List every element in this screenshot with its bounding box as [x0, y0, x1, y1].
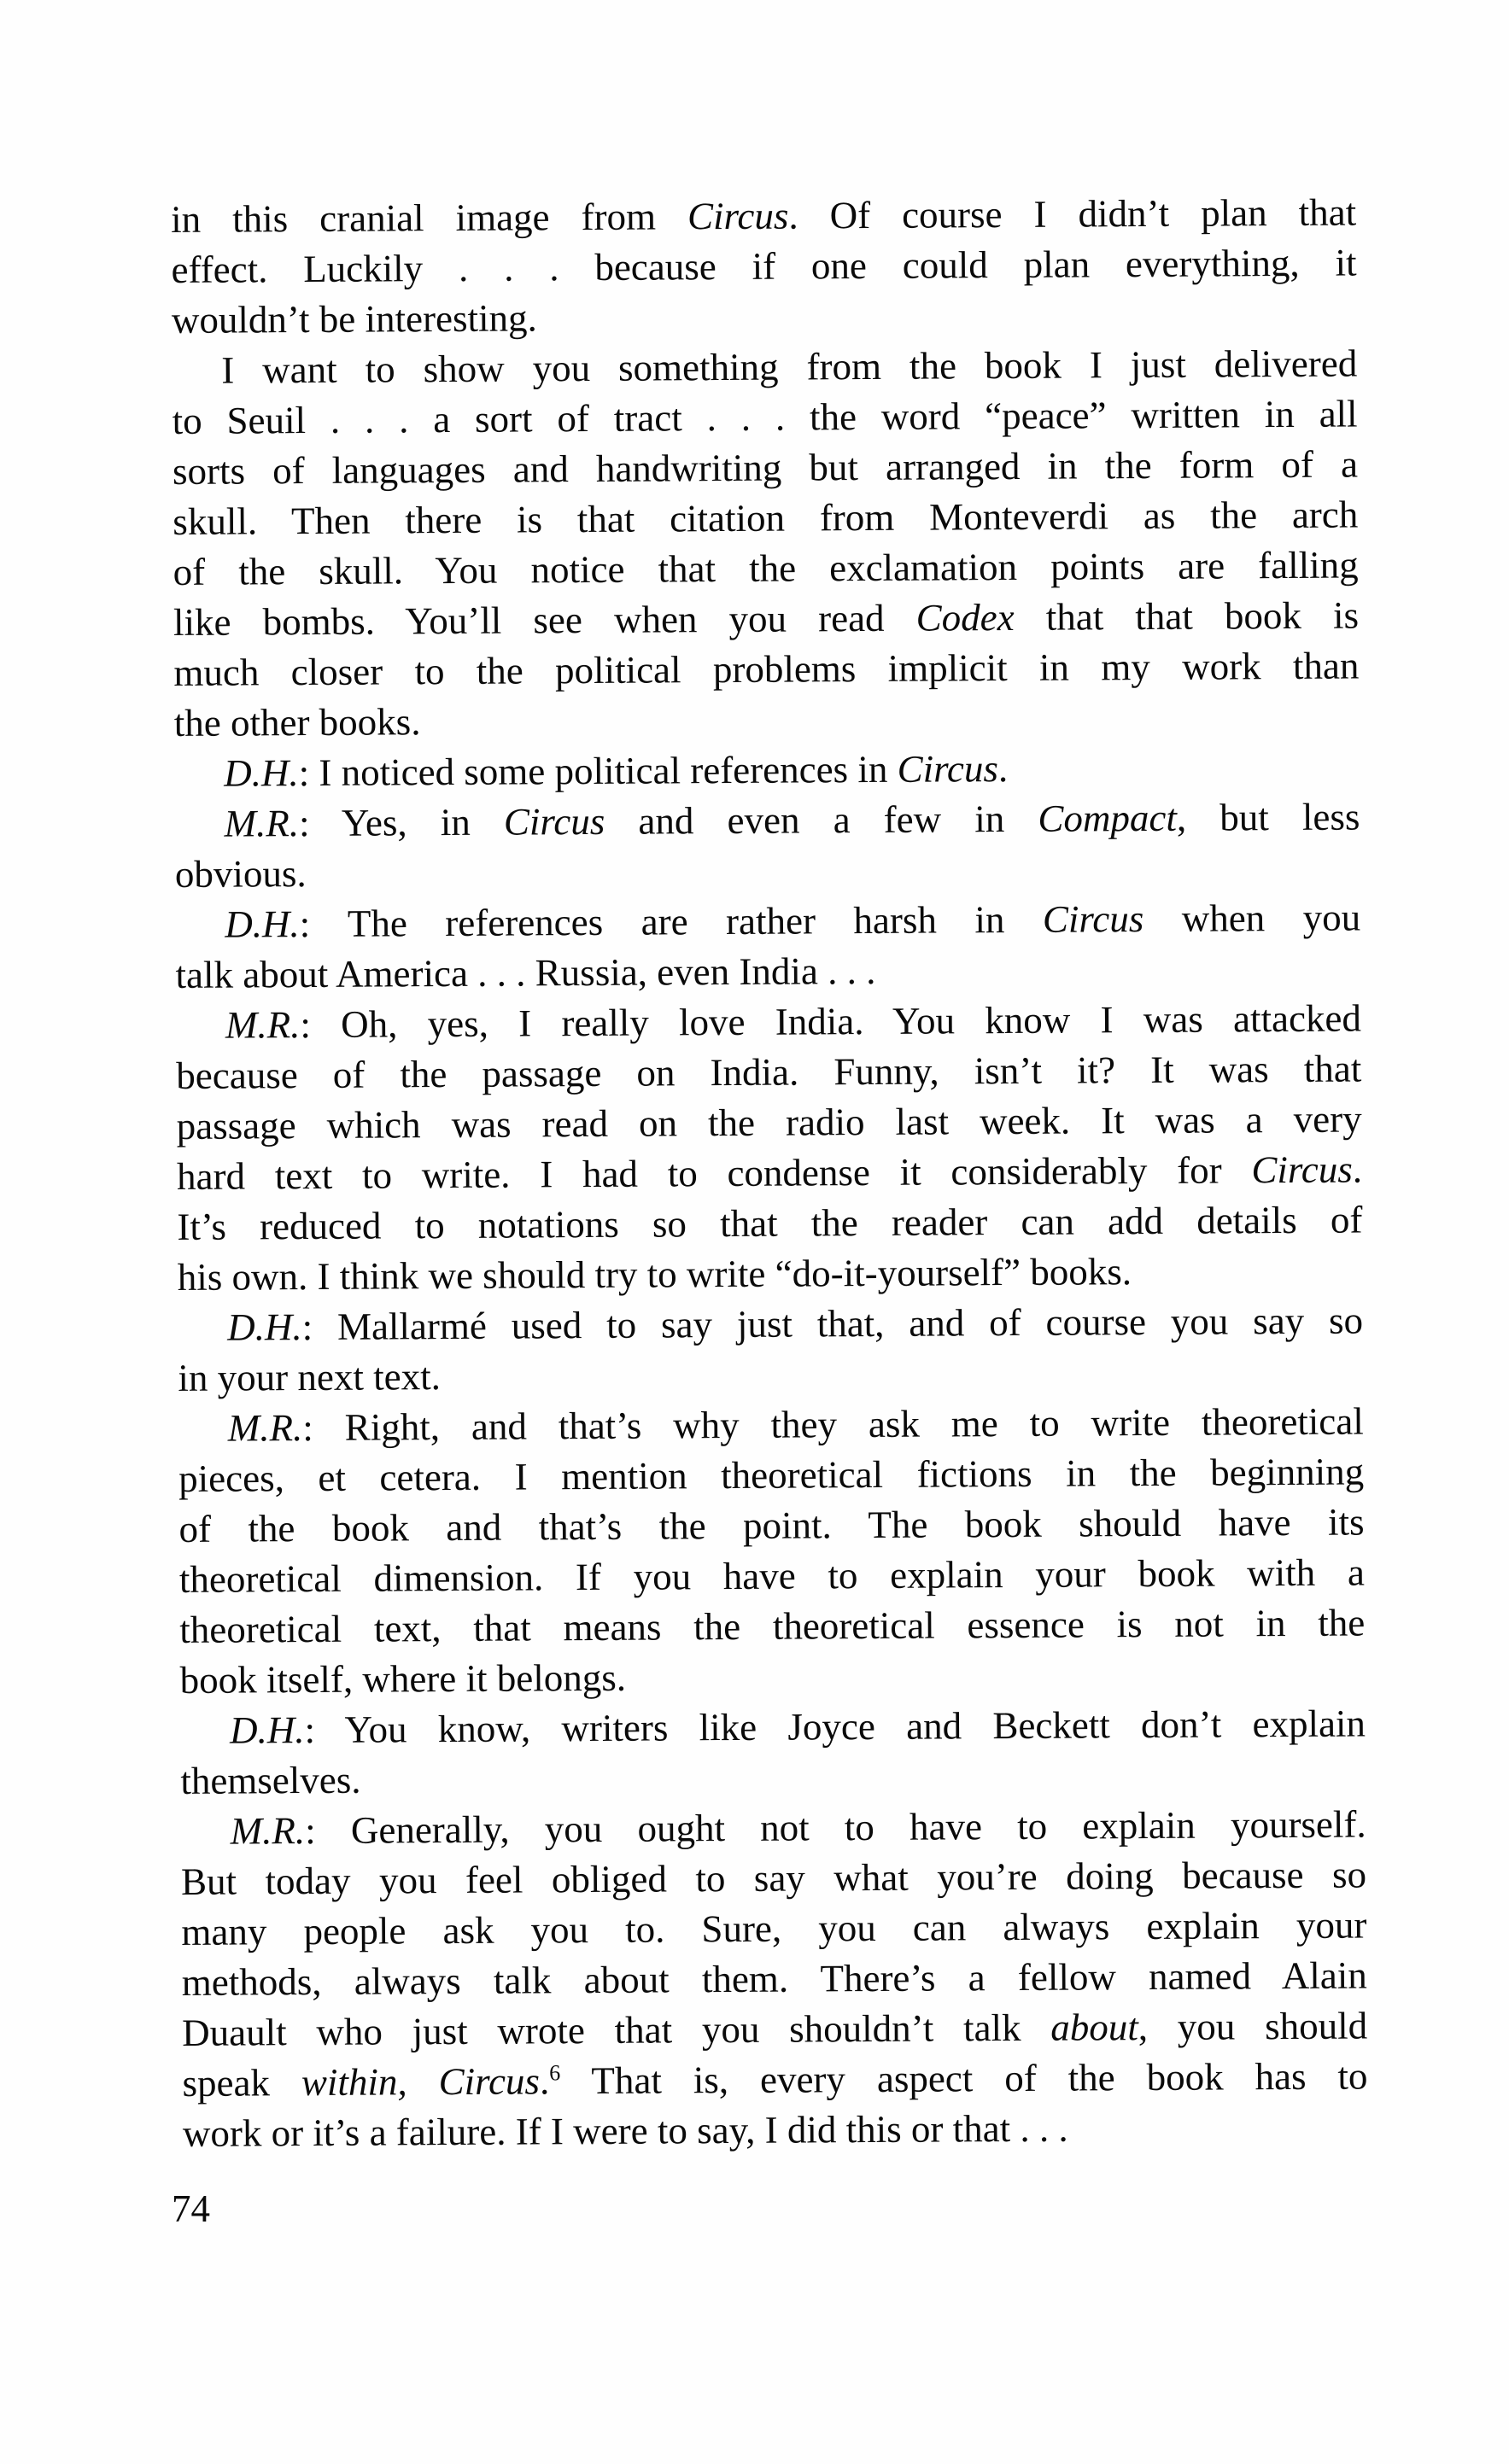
text-line: [182, 2051, 1367, 2108]
text-line: [175, 843, 1360, 900]
text-run: in this cranial image from: [171, 195, 688, 241]
text-run: , but less: [1176, 795, 1360, 839]
text-line: [175, 893, 1360, 950]
italic-text-run: D.H.: [226, 1305, 302, 1349]
text-run: .: [539, 2059, 550, 2103]
text-line: [173, 641, 1359, 698]
text-run: much closer to the political problems implicit in my work than: [173, 644, 1360, 694]
text-line: [173, 540, 1359, 598]
text-line: [178, 1245, 1363, 1302]
text-run: skull. Then there is that citation from Monteverdi as the arch: [173, 493, 1359, 543]
footnote-marker: 6: [549, 2060, 561, 2086]
text-run: theoretical dimension. If you have to explain your book with a: [178, 1550, 1366, 1601]
text-run: .: [1352, 1147, 1363, 1191]
text-run: : Oh, yes, I really love India. You know I was attacked: [300, 996, 1362, 1047]
text-line: [173, 591, 1359, 648]
text-line: [178, 1446, 1364, 1504]
text-run: .: [997, 747, 1009, 791]
text-run: when you: [1143, 896, 1361, 941]
text-line: [173, 440, 1358, 497]
italic-text-run: within, Circus: [301, 2059, 541, 2105]
italic-text-run: D.H.: [225, 902, 300, 946]
text-line: [179, 1648, 1365, 1705]
text-line: [177, 1194, 1362, 1252]
text-run: wouldn’t be interesting.: [171, 296, 537, 342]
text-line: [171, 188, 1356, 245]
text-run: and even a few in: [605, 797, 1038, 843]
text-line: [173, 490, 1358, 547]
text-line: [171, 238, 1356, 295]
text-run: That is, every aspect of the book has to: [560, 2054, 1368, 2103]
text-run: I want to show you something from the book I just delivered: [221, 342, 1358, 392]
text-line: [175, 943, 1360, 1001]
text-run: : Generally, you ought not to have to explain yourself.: [305, 1802, 1366, 1853]
text-line: [178, 1346, 1363, 1403]
text-run: methods, always talk about them. There’s a fellow named Alain: [181, 1953, 1367, 2004]
text-run: book itself, where it belongs.: [179, 1655, 627, 1702]
text-run: But today you feel obliged to say what you’re doing because so: [180, 1853, 1367, 1903]
text-run: obvious.: [174, 852, 307, 896]
text-line: [176, 994, 1361, 1051]
text-line: [181, 1849, 1366, 1906]
text-line: [172, 289, 1357, 346]
text-line: [179, 1597, 1365, 1655]
text-line: [174, 692, 1360, 749]
text-run: speak: [182, 2061, 302, 2105]
text-line: [182, 2000, 1367, 2058]
text-run: : I noticed some political references in: [298, 747, 898, 795]
italic-text-run: D.H.: [229, 1708, 305, 1752]
text-run: of the skull. You notice that the exclamation points are falling: [173, 543, 1359, 593]
italic-text-run: M.R.: [224, 802, 300, 845]
text-run: effect. Luckily . . . because if one could plan everything, it: [171, 241, 1357, 291]
italic-text-run: M.R.: [230, 1809, 306, 1853]
italic-text-run: D.H.: [223, 751, 299, 795]
text-line: [181, 1900, 1366, 1957]
text-line: [183, 2101, 1368, 2158]
text-run: : Mallarmé used to say just that, and of course you say so: [301, 1299, 1364, 1349]
text-run: hard text to write. I had to condense it considerably for: [176, 1148, 1252, 1198]
text-run: passage which was read on the radio last week. It was a very: [176, 1097, 1362, 1147]
page-number: 74: [172, 2187, 210, 2230]
text-run: It’s reduced to notations so that the reader can add details of: [177, 1198, 1363, 1248]
text-line: [172, 389, 1357, 447]
text-run: in your next text.: [178, 1355, 442, 1399]
italic-text-run: Circus: [1042, 897, 1144, 941]
text-run: theoretical text, that means the theoretical essence is not in the: [179, 1601, 1366, 1651]
text-run: like bombs. You’ll see when you read: [173, 596, 916, 644]
text-run: talk about America . . . Russia, even India . . .: [175, 949, 876, 996]
text-line: [179, 1547, 1365, 1604]
text-line: [178, 1497, 1364, 1554]
text-run: : The references are rather harsh in: [299, 897, 1044, 946]
text-run: : Right, and that’s why they ask me to write theoretical: [302, 1399, 1364, 1450]
italic-text-run: Circus: [687, 194, 789, 238]
text-run: to Seuil . . . a sort of tract . . . the word “peace” written in all: [172, 392, 1358, 442]
text-line: [174, 742, 1360, 799]
text-run: that that book is: [1014, 593, 1360, 639]
text-line: [178, 1396, 1364, 1453]
text-run: many people ask you to. Sure, you can always explain your: [181, 1903, 1367, 1953]
text-run: themselves.: [180, 1758, 361, 1802]
body-text: [171, 188, 1368, 2159]
text-line: [182, 1950, 1367, 2007]
text-run: , you should: [1138, 2004, 1368, 2049]
text-run: his own. I think we should try to write “do-it-yourself” books.: [177, 1250, 1132, 1299]
italic-text-run: Circus: [1251, 1147, 1353, 1192]
text-line: [181, 1799, 1366, 1856]
text-run: work or it’s a failure. If I were to say, I did this or that . . .: [182, 2106, 1068, 2155]
text-line: [178, 1295, 1363, 1352]
italic-text-run: Compact: [1038, 796, 1178, 840]
italic-text-run: Codex: [915, 595, 1015, 639]
italic-text-run: M.R.: [227, 1406, 303, 1450]
italic-text-run: Circus: [503, 799, 605, 844]
text-run: because of the passage on India. Funny, isn’t it? It was that: [176, 1047, 1362, 1097]
text-line: [180, 1698, 1366, 1755]
text-run: : Yes, in: [298, 800, 505, 845]
text-line: [174, 792, 1360, 850]
text-line: [177, 1145, 1362, 1202]
text-run: the other books.: [173, 700, 421, 744]
italic-text-run: M.R.: [225, 1003, 301, 1047]
italic-text-run: Circus: [897, 747, 999, 791]
text-run: pieces, et cetera. I mention theoretical fictions in the beginning: [178, 1450, 1365, 1500]
text-line: [176, 1044, 1361, 1101]
text-line: [180, 1749, 1366, 1806]
text-line: [176, 1095, 1361, 1152]
text-run: of the book and that’s the point. The book should have its: [178, 1500, 1365, 1550]
text-run: . Of course I didn’t plan that: [788, 190, 1357, 237]
text-run: Duault who just wrote that you shouldn’t talk: [181, 2006, 1051, 2054]
text-run: sorts of languages and handwriting but arranged in the form of a: [172, 442, 1359, 493]
text-line: [172, 339, 1357, 396]
text-run: : You know, writers like Joyce and Beckett don’t explain: [304, 1702, 1366, 1752]
italic-text-run: about: [1050, 2006, 1138, 2049]
